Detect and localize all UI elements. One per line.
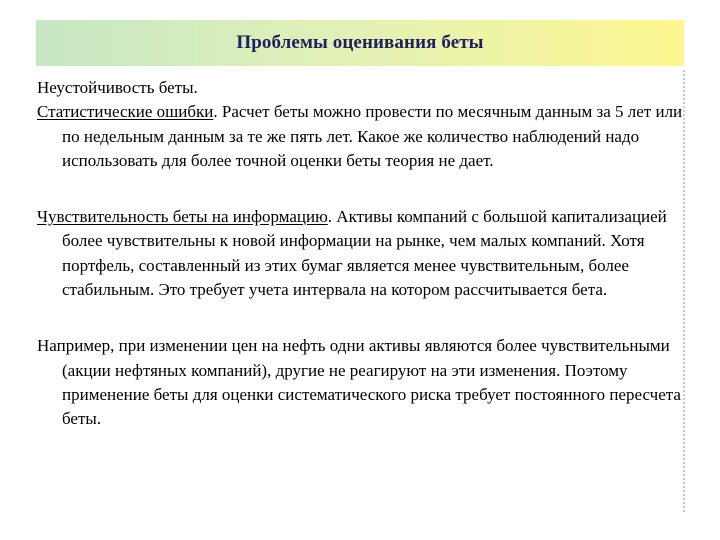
statistical-errors-text: . Расчет беты можно провести по месячным данным за 5 лет или по недельным данным за те же пять лет. Какое же количество наблюдений надо использовать для более точной оценки беты теория не дает. xyxy=(62,102,683,170)
paragraph-instability-text: Неустойчивость беты. xyxy=(37,78,198,97)
slide-body xyxy=(37,76,685,432)
title-bar xyxy=(36,20,684,66)
paragraph-information-sensitivity xyxy=(37,205,685,302)
information-sensitivity-text: . Активы компаний с большой капитализацией более чувствительны к новой информации на рынке, чем малых компаний. Хотя портфель, составленный из этих бумаг является менее чувствительным, более стабильным. Это требует учета интервала на котором рассчитывается бета. xyxy=(62,207,667,300)
paragraph-oil-example xyxy=(37,334,685,431)
paragraph-statistical-errors xyxy=(37,100,685,173)
statistical-errors-heading: Статистические ошибки xyxy=(37,102,214,122)
oil-example-text: Например, при изменении цен на нефть одни активы являются более чувствительными (акции нефтяных компаний), другие не реагируют на эти изменения. Поэтому применение беты для оценки систематического риска требует постоянного пересчета беты. xyxy=(37,336,681,429)
slide-title: Проблемы оценивания беты xyxy=(236,32,484,53)
paragraph-instability xyxy=(37,76,685,100)
information-sensitivity-heading: Чувствительность беты на информацию xyxy=(37,207,328,227)
